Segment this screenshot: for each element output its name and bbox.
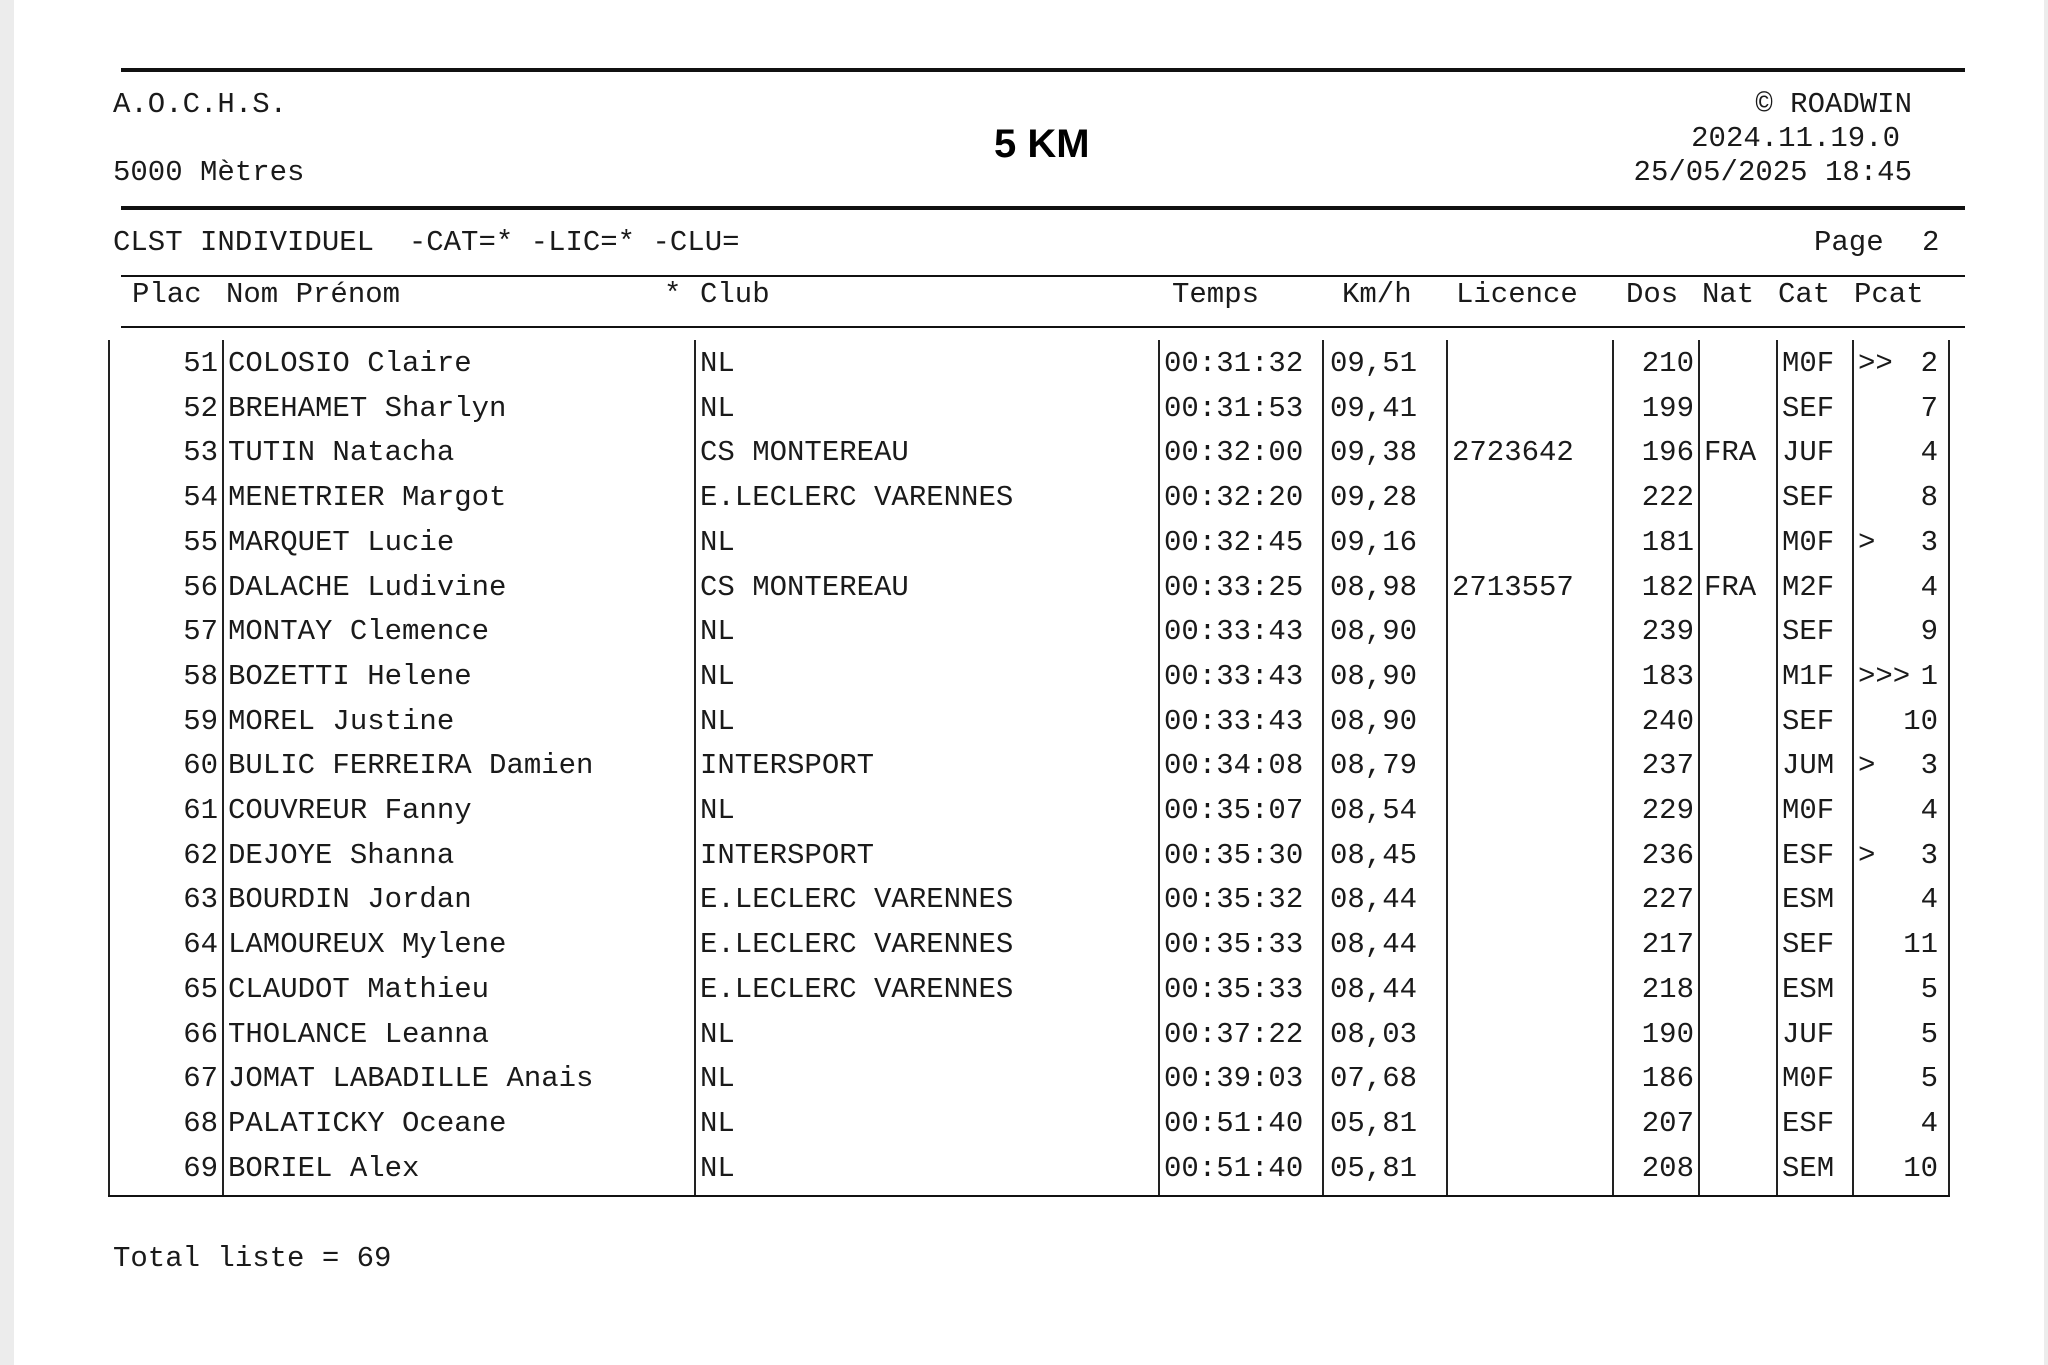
table-row [14, 566, 2044, 610]
cell-podium-mark: > [1858, 749, 1876, 783]
cell-club: NL [700, 391, 735, 425]
cell-bib: 207 [1641, 1106, 1694, 1140]
cell-category-rank: 4 [1920, 570, 1938, 604]
cell-bib: 208 [1641, 1151, 1694, 1185]
cell-name: BORIEL Alex [228, 1151, 420, 1185]
cell-bib: 199 [1641, 391, 1694, 425]
cell-time: 00:33:43 [1164, 704, 1304, 738]
cell-time: 00:51:40 [1164, 1106, 1304, 1140]
cell-name: BREHAMET Sharlyn [228, 391, 507, 425]
col-header-kmh: Km/h [1342, 278, 1412, 311]
cell-category-rank: 10 [1903, 704, 1938, 738]
cell-category: ESF [1782, 838, 1835, 872]
cell-plac: 67 [183, 1062, 218, 1096]
cell-licence: 2713557 [1452, 570, 1574, 604]
cell-category: SEF [1782, 391, 1835, 425]
cell-bib: 186 [1641, 1062, 1694, 1096]
cell-bib: 190 [1641, 1017, 1694, 1051]
cell-plac: 65 [183, 972, 218, 1006]
cell-category-rank: 5 [1920, 972, 1938, 1006]
cell-category: M0F [1782, 347, 1835, 380]
cell-bib: 182 [1641, 570, 1694, 604]
table-row [14, 700, 2044, 744]
cell-bib: 227 [1641, 883, 1694, 917]
race-title: 5 KM [994, 122, 1090, 166]
cell-club: E.LECLERC VARENNES [700, 481, 1014, 515]
top-rule [121, 68, 1965, 72]
cell-speed: 08,98 [1330, 570, 1418, 604]
table-row [14, 968, 2044, 1012]
cell-category-rank: 4 [1920, 1106, 1938, 1140]
page-label: Page [1814, 226, 1884, 259]
cell-name: COLOSIO Claire [228, 347, 472, 380]
cell-name: BOURDIN Jordan [228, 883, 472, 917]
cell-plac: 69 [183, 1151, 218, 1185]
cell-time: 00:33:43 [1164, 659, 1304, 693]
cell-plac: 53 [183, 436, 218, 470]
cell-category: SEF [1782, 615, 1835, 649]
cell-club: NL [700, 704, 735, 738]
cell-club: E.LECLERC VARENNES [700, 928, 1014, 962]
table-bottom-rule [108, 1195, 1950, 1197]
cell-name: TUTIN Natacha [228, 436, 455, 470]
cell-time: 00:31:53 [1164, 391, 1304, 425]
cell-category: SEF [1782, 704, 1835, 738]
cell-category-rank: 1 [1920, 659, 1938, 693]
table-row [14, 476, 2044, 520]
col-header-pcat: Pcat [1854, 278, 1924, 311]
cell-bib: 239 [1641, 615, 1694, 649]
cell-speed: 08,54 [1330, 794, 1418, 827]
cell-name: PALATICKY Oceane [228, 1106, 507, 1140]
cell-podium-mark: >>> [1858, 659, 1911, 693]
cell-name: MOREL Justine [228, 704, 455, 738]
cell-club: NL [700, 1106, 735, 1140]
col-header-nat: Nat [1702, 278, 1755, 311]
col-header-club: Club [700, 278, 770, 311]
cell-speed: 08,90 [1330, 659, 1418, 693]
table-row [14, 878, 2044, 922]
cell-time: 00:35:30 [1164, 838, 1304, 872]
cell-club: CS MONTEREAU [700, 570, 909, 604]
col-header-licence: Licence [1456, 278, 1578, 311]
cell-bib: 217 [1641, 928, 1694, 962]
cell-name: MARQUET Lucie [228, 525, 455, 559]
column-header-rule [121, 326, 1965, 328]
cell-club: NL [700, 525, 735, 559]
col-header-dos: Dos [1626, 278, 1679, 311]
cell-category-rank: 4 [1920, 883, 1938, 917]
cell-category-rank: 5 [1920, 1062, 1938, 1096]
cell-club: INTERSPORT [700, 749, 875, 783]
table-row [14, 1147, 2044, 1191]
cell-speed: 09,28 [1330, 481, 1418, 515]
table-row [14, 923, 2044, 967]
col-header-cat: Cat [1778, 278, 1831, 311]
cell-category-rank: 10 [1903, 1151, 1938, 1185]
cell-time: 00:35:32 [1164, 883, 1304, 917]
cell-speed: 08,90 [1330, 615, 1418, 649]
cell-category-rank: 4 [1920, 794, 1938, 827]
cell-category-rank: 2 [1920, 347, 1938, 380]
cell-category-rank: 9 [1920, 615, 1938, 649]
cell-speed: 09,51 [1330, 347, 1418, 380]
cell-nationality: FRA [1704, 436, 1757, 470]
cell-podium-mark: > [1858, 838, 1876, 872]
header-rule [121, 206, 1965, 210]
cell-category-rank: 5 [1920, 1017, 1938, 1051]
cell-name: JOMAT LABADILLE Anais [228, 1062, 594, 1096]
cell-category: ESM [1782, 972, 1835, 1006]
table-row [14, 1013, 2044, 1057]
cell-plac: 68 [183, 1106, 218, 1140]
table-row [14, 744, 2044, 788]
cell-category: JUF [1782, 436, 1835, 470]
cell-time: 00:35:33 [1164, 972, 1304, 1006]
cell-bib: 222 [1641, 481, 1694, 515]
cell-club: NL [700, 347, 735, 380]
cell-club: NL [700, 1017, 735, 1051]
table-row [14, 342, 2044, 386]
cell-category-rank: 3 [1920, 838, 1938, 872]
cell-plac: 62 [183, 838, 218, 872]
cell-plac: 52 [183, 391, 218, 425]
cell-time: 00:51:40 [1164, 1151, 1304, 1185]
cell-category: M1F [1782, 659, 1835, 693]
cell-bib: 240 [1641, 704, 1694, 738]
table-row [14, 655, 2044, 699]
table-row [14, 834, 2044, 878]
print-datetime: 25/05/2025 18:45 [1633, 156, 1912, 189]
cell-category-rank: 3 [1920, 525, 1938, 559]
cell-plac: 51 [183, 347, 218, 380]
subheader-rule [121, 275, 1965, 277]
total-count: Total liste = 69 [113, 1242, 392, 1275]
cell-name: BOZETTI Helene [228, 659, 472, 693]
cell-time: 00:32:00 [1164, 436, 1304, 470]
cell-category-rank: 3 [1920, 749, 1938, 783]
cell-club: E.LECLERC VARENNES [700, 883, 1014, 917]
cell-time: 00:31:32 [1164, 347, 1304, 380]
race-distance: 5000 Mètres [113, 156, 305, 189]
cell-speed: 09,38 [1330, 436, 1418, 470]
cell-speed: 05,81 [1330, 1106, 1418, 1140]
cell-time: 00:32:45 [1164, 525, 1304, 559]
cell-bib: 229 [1641, 794, 1694, 827]
cell-category: SEF [1782, 928, 1835, 962]
page-number: 2 [1922, 226, 1940, 259]
cell-name: MENETRIER Margot [228, 481, 507, 515]
table-row [14, 1102, 2044, 1146]
cell-time: 00:32:20 [1164, 481, 1304, 515]
cell-plac: 58 [183, 659, 218, 693]
cell-plac: 55 [183, 525, 218, 559]
table-row [14, 610, 2044, 654]
cell-category: M2F [1782, 570, 1835, 604]
cell-bib: 196 [1641, 436, 1694, 470]
cell-bib: 237 [1641, 749, 1694, 783]
table-row [14, 521, 2044, 565]
cell-speed: 08,79 [1330, 749, 1418, 783]
cell-name: LAMOUREUX Mylene [228, 928, 507, 962]
classification-filter: CLST INDIVIDUEL -CAT=* -LIC=* -CLU= [113, 226, 740, 259]
cell-bib: 210 [1641, 347, 1694, 380]
cell-club: NL [700, 615, 735, 649]
table-row [14, 387, 2044, 431]
cell-club: CS MONTEREAU [700, 436, 909, 470]
cell-bib: 181 [1641, 525, 1694, 559]
cell-plac: 59 [183, 704, 218, 738]
cell-speed: 09,16 [1330, 525, 1418, 559]
cell-category: ESM [1782, 883, 1835, 917]
software-version: 2024.11.19.0 [1691, 122, 1900, 155]
table-row [14, 1057, 2044, 1101]
cell-speed: 07,68 [1330, 1062, 1418, 1096]
cell-category: JUF [1782, 1017, 1835, 1051]
cell-category-rank: 8 [1920, 481, 1938, 515]
cell-time: 00:39:03 [1164, 1062, 1304, 1096]
cell-category: JUM [1782, 749, 1835, 783]
cell-plac: 66 [183, 1017, 218, 1051]
cell-category: M0F [1782, 794, 1835, 827]
cell-bib: 183 [1641, 659, 1694, 693]
cell-category: M0F [1782, 1062, 1835, 1096]
cell-club: NL [700, 1151, 735, 1185]
results-page [14, 0, 2044, 1365]
cell-licence: 2723642 [1452, 436, 1574, 470]
table-row [14, 431, 2044, 475]
cell-plac: 60 [183, 749, 218, 783]
cell-name: CLAUDOT Mathieu [228, 972, 490, 1006]
cell-time: 00:33:43 [1164, 615, 1304, 649]
cell-time: 00:35:07 [1164, 794, 1304, 827]
table-row [14, 789, 2044, 833]
cell-plac: 57 [183, 615, 218, 649]
cell-club: NL [700, 659, 735, 693]
col-header-plac: Plac [132, 278, 202, 311]
cell-speed: 08,44 [1330, 972, 1418, 1006]
cell-speed: 08,44 [1330, 883, 1418, 917]
cell-category-rank: 4 [1920, 436, 1938, 470]
cell-time: 00:35:33 [1164, 928, 1304, 962]
cell-speed: 05,81 [1330, 1151, 1418, 1185]
cell-speed: 08,45 [1330, 838, 1418, 872]
cell-plac: 56 [183, 570, 218, 604]
cell-podium-mark: > [1858, 525, 1876, 559]
cell-name: BULIC FERREIRA Damien [228, 749, 594, 783]
cell-category: ESF [1782, 1106, 1835, 1140]
col-header-star: * [664, 278, 682, 311]
cell-podium-mark: >> [1858, 347, 1893, 380]
cell-name: THOLANCE Leanna [228, 1017, 490, 1051]
cell-category-rank: 7 [1920, 391, 1938, 425]
cell-category-rank: 11 [1903, 928, 1938, 962]
cell-name: DEJOYE Shanna [228, 838, 455, 872]
cell-club: NL [700, 1062, 735, 1096]
cell-speed: 08,90 [1330, 704, 1418, 738]
cell-nationality: FRA [1704, 570, 1757, 604]
cell-club: INTERSPORT [700, 838, 875, 872]
cell-club: E.LECLERC VARENNES [700, 972, 1014, 1006]
col-header-temps: Temps [1172, 278, 1260, 311]
cell-category: SEF [1782, 481, 1835, 515]
cell-name: COUVREUR Fanny [228, 794, 472, 827]
organizer-name: A.O.C.H.S. [113, 88, 288, 121]
col-header-nom: Nom Prénom [226, 278, 401, 311]
cell-plac: 54 [183, 481, 218, 515]
cell-plac: 64 [183, 928, 218, 962]
cell-name: DALACHE Ludivine [228, 570, 507, 604]
cell-plac: 61 [183, 794, 218, 827]
cell-bib: 236 [1641, 838, 1694, 872]
cell-name: MONTAY Clemence [228, 615, 490, 649]
cell-plac: 63 [183, 883, 218, 917]
cell-time: 00:33:25 [1164, 570, 1304, 604]
cell-speed: 08,44 [1330, 928, 1418, 962]
cell-time: 00:34:08 [1164, 749, 1304, 783]
cell-category: M0F [1782, 525, 1835, 559]
cell-club: NL [700, 794, 735, 827]
cell-category: SEM [1782, 1151, 1835, 1185]
cell-time: 00:37:22 [1164, 1017, 1304, 1051]
cell-bib: 218 [1641, 972, 1694, 1006]
cell-speed: 08,03 [1330, 1017, 1418, 1051]
copyright-label: © ROADWIN [1755, 88, 1912, 121]
cell-speed: 09,41 [1330, 391, 1418, 425]
